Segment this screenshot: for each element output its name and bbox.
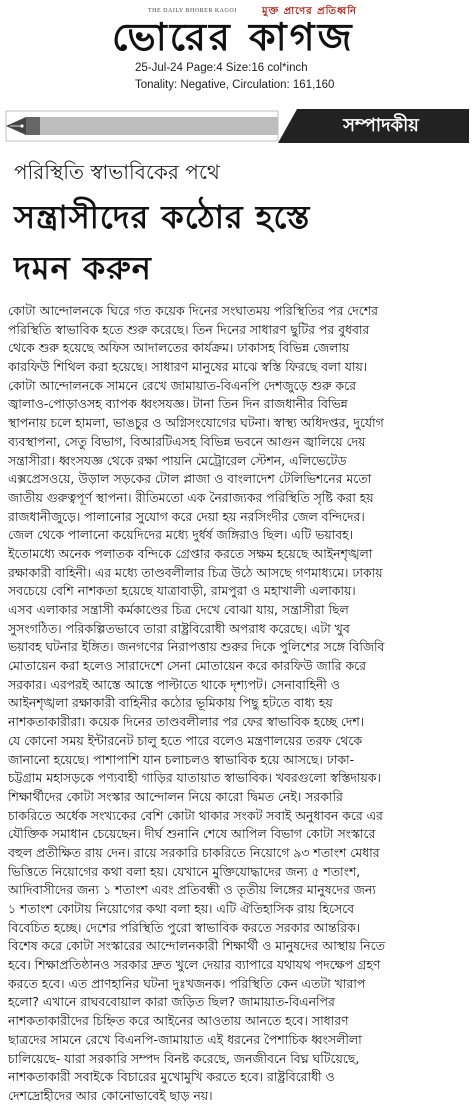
body-line: জেল থেকে পালানো কয়েদিদের মধ্যে দুর্ধর্ষ জঙ্গিরাও ছিল। এটি ভয়াবহ। — [8, 527, 354, 543]
body-line: স্থাপনায় চলে হামলা, ভাঙচুর ও অগ্নিসংযোগের ঘটনা। স্বাস্থ্য অধিদপ্তর, দুর্যোগ — [8, 415, 384, 431]
body-line: সরকার। এরপরই আস্তে আস্তে পাল্টাতে থাকে দৃশ্যপট। সেনাবাহিনী ও — [8, 676, 340, 692]
body-line: ভিত্তিতে নিয়োগের কথা বলা হয়। যেখানে মুক্তিযোদ্ধাদের জন্য ৫ শতাংশ, — [8, 863, 361, 879]
body-line: এসব এলাকার সন্ত্রাসী কর্মকাণ্ডের চিত্র দেখে বোঝা যায়, সন্ত্রাসীরা ছিল — [8, 602, 349, 617]
body-line: হবে। শিক্ষাপ্রতিষ্ঠানও সরকার দ্রুত খুলে দেয়ার ব্যাপারে যথাযথ পদক্ষেপ গ্রহণ — [8, 957, 381, 973]
body-line: চালিয়েছে- যারা সরকারি সম্পদ বিনষ্ট করেছে, জনজীবনে বিঘ্ন ঘটিয়েছে, — [8, 1050, 360, 1066]
article-kicker: পরিস্থিতি স্বাভাবিকের পথে — [14, 160, 220, 184]
body-line: চট্টগ্রাম মহাসড়কে পণ্যবাহী গাড়ির যাতায়াত স্বাভাবিক। খবরগুলো স্বস্তিদায়ক। — [8, 770, 381, 786]
section-label: সম্পাদকীয় — [343, 115, 419, 136]
clipping-meta-date-page-size: 25-Jul-24 Page:4 Size:16 col*inch — [135, 62, 308, 74]
article-body — [8, 302, 468, 1103]
body-line: করতে হবে। এত প্রাণহানির ঘটনা দুঃখজনক। পরিস্থিতি কেন এতটা খারাপ — [8, 975, 366, 991]
body-line: চাকরিতে অর্ধেক সংখ্যকের বেশি কোটা থাকার সংকট সবাই অনুধাবন করে এর — [8, 807, 383, 823]
body-line: কোটা আন্দোলনকে ঘিরে গত কয়েক দিনের সংঘাতময় পরিস্থিতির পর দেশের — [8, 303, 378, 318]
body-line: নাশকতাকারীদের চিহ্নিত করে আইনের আওতায় আনতে হবে। সাধারণ — [8, 1013, 349, 1029]
body-line: থেকে শুরু হয়েছে অফিস আদালতের কার্যক্রম। ঢাকাসহ বিভিন্ন জেলায় — [8, 340, 350, 356]
masthead-tagline: মুক্ত প্রাণের প্রতিধ্বনি — [262, 6, 358, 17]
section-banner — [6, 103, 469, 149]
body-line: সবচেয়ে বেশি নাশকতা হয়েছে যাত্রাবাড়ী, রামপুরা ও মহাখালী এলাকায়। — [8, 583, 356, 599]
body-line: জাতীয় গুরুত্বপূর্ণ স্থাপনা। রীতিমতো এক নৈরাজ্যকর পরিস্থিতি সৃষ্টি করা হয় — [8, 489, 374, 505]
masthead-english-name: THE DAILY BHORER KAGOJ — [148, 8, 238, 14]
body-line: পরিস্থিতি স্বাভাবিক হতে শুরু করেছে। তিন দিনের সাধারণ ছুটির পর বুধবার — [8, 321, 370, 337]
body-line: ১ শতাংশ কোটায় নিয়োগের কথা বলা হয়। এটি ঐতিহাসিক রায় হিসেবে — [8, 901, 355, 916]
body-line: কোটা আন্দোলনকে সামনে রেখে জামায়াত-বিএনপি দেশজুড়ে শুরু করে — [8, 377, 356, 393]
body-line: আদিবাসীদের জন্য ১ শতাংশ এবং প্রতিবন্ধী ও তৃতীয় লিঙ্গের মানুষদের জন্য — [8, 882, 376, 898]
body-line: এক্সপ্রেসওয়ে, উড়াল সড়কের টোল প্লাজা ও বাংলাদেশ টেলিভিশনের মতো — [8, 471, 372, 487]
body-line: বিশেষ করে কোটা সংস্কারের আন্দোলনকারী শিক্ষার্থী ও মানুষদের আস্থায় নিতে — [8, 938, 385, 954]
body-line: ব্যবস্থাপনা, সেতু বিভাগ, বিআরটিএসহ বিভিন্ন ভবনে আগুন জ্বালিয়ে দেয় — [8, 433, 366, 449]
body-line: নাশকতাকারী সবাইকে বিচারের মুখোমুখি করতে হবে। রাষ্ট্রবিরোধী ও — [8, 1069, 335, 1085]
newspaper-logo: ভোরের কাগজ — [112, 14, 355, 59]
body-line: ছাত্রদের সামনে রেখে বিএনপি-জামায়াত এই ধরনের পৈশাচিক ধ্বংসলীলা — [8, 1031, 362, 1047]
body-line: রক্ষাকারী বাহিনী। এর মধ্যে তাণ্ডবলীলার চিত্র উঠে আসছে গণমাধ্যমে। ঢাকায় — [8, 564, 383, 580]
body-line: ভয়াবহ ঘটনার ইঙ্গিত। জনগণের নিরাপত্তায় শুরুর দিকে পুলিশের সঙ্গে বিজিবি — [8, 639, 385, 655]
body-line: নাশকতাকারীরা। কয়েক দিনের তাণ্ডবলীলার পর ফের স্বাভাবিক হচ্ছে দেশ। — [8, 714, 365, 730]
fountain-pen-icon — [6, 103, 286, 149]
body-line: সন্ত্রাসীরা। ধ্বংসযজ্ঞ থেকে রক্ষা পায়নি মেট্রোরেল স্টেশন, এলিভেটেড — [8, 452, 347, 468]
body-line: কারফিউ শিথিল করা হয়েছে। সাধারণ মানুষের মাঝে স্বস্তি ফিরছে বলা যায়। — [8, 359, 368, 375]
body-line: হলো? এখানে রাঘববোয়াল কারা জড়িত ছিল? জামায়াত-বিএনপির — [8, 994, 335, 1010]
body-line: শিক্ষার্থীদের কোটা সংস্কার আন্দোলন নিয়ে কারো দ্বিমত নেই। সরকারি — [8, 788, 343, 804]
body-line: যৌক্তিক সমাধান চেয়েছেন। দীর্ঘ শুনানি শেষে আপিল বিভাগ কোটা সংস্কারে — [8, 826, 376, 842]
headline-line: সন্ত্রাসীদের কঠোর হস্তে — [14, 198, 311, 236]
body-line: জ্বালাও-পোড়াওসহ ব্যাপক ধ্বংসযজ্ঞ। টানা তিন দিন রাজধানীর বিভিন্ন — [8, 396, 348, 412]
body-line: বিবেচিত হচ্ছে। দেশের পরিস্থিতি পুরো স্বাভাবিক করতে সরকার আন্তরিক। — [8, 919, 361, 935]
body-line: মোতায়েন করা হলেও সারাদেশে সেনা মোতায়েন করে কারফিউ জারি করে — [8, 658, 366, 674]
body-line: দেশদ্রোহীদের আর কোনোভাবেই ছাড় নয়। — [8, 1087, 213, 1103]
headline-line: দমন করুন — [14, 249, 152, 287]
body-line: যে কোনো সময় ইন্টারনেট চালু হতে পারে বলেও মন্ত্রণালয়ের তরফ থেকে — [8, 732, 362, 748]
body-line: আইনশৃঙ্খলা রক্ষাকারী বাহিনীর কঠোর ভূমিকায় পিছু হটতে বাধ্য হয় — [8, 695, 333, 711]
body-line: ইতোমধ্যে অনেক পলাতক বন্দিকে গ্রেপ্তার করতে সক্ষম হয়েছে আইনশৃঙ্খলা — [8, 545, 373, 561]
body-line: সুসংগঠিত। পরিকল্পিতভাবে তারা রাষ্ট্রবিরোধী অপরাধ করেছে। এটা খুব — [8, 620, 350, 636]
body-line: রাজধানীজুড়ে। পালানোর সুযোগ করে দেয়া হয় নরসিংদীর জেল বন্দিদের। — [8, 508, 365, 524]
clipping-meta-tonality-circulation: Tonality: Negative, Circulation: 161,160 — [135, 79, 335, 91]
masthead — [0, 0, 475, 60]
body-line: জানানো হয়েছে। পাশাপাশি যান চলাচলও স্বাভাবিক হয়ে আসছে। ঢাকা- — [8, 751, 355, 767]
body-line: বহুল প্রতীক্ষিত রায় দেন। রায়ে সরকারি চাকরিতে নিয়োগে ৯৩ শতাংশ মেধার — [8, 844, 380, 860]
